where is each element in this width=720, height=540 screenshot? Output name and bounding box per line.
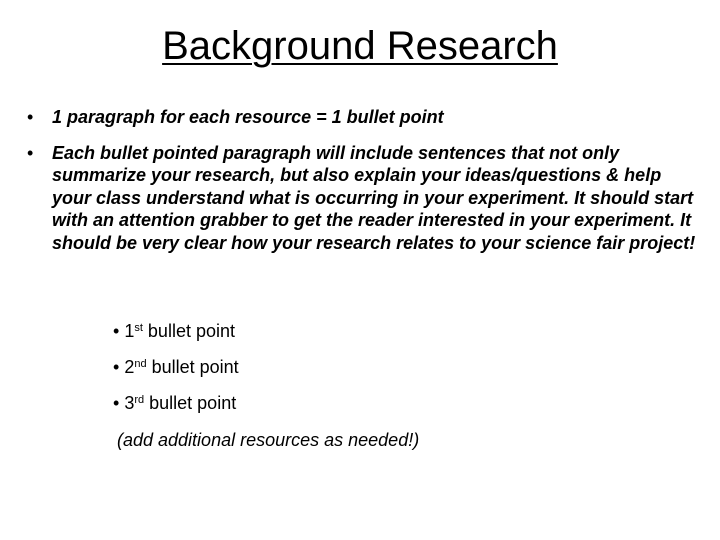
ordinal-number: 3 — [124, 393, 135, 413]
bullet-list — [0, 106, 720, 254]
bullet-icon: • — [113, 393, 120, 413]
bullet-item — [0, 106, 720, 129]
bullet-text: 1 paragraph for each resource = 1 bullet point — [52, 107, 444, 127]
ordinal-suffix: nd — [134, 358, 147, 370]
slide-title — [0, 18, 720, 74]
sub-bullet-text: bullet point — [149, 393, 237, 413]
additional-resources-note: (add additional resources as needed!) — [117, 430, 420, 450]
bullet-icon: • — [27, 142, 34, 163]
slide-title-text: Background Research — [162, 24, 558, 68]
ordinal-number: 2 — [124, 357, 135, 377]
ordinal-number: 1 — [124, 321, 135, 341]
bullet-icon: • — [113, 357, 120, 377]
sub-bullet-item — [113, 355, 239, 391]
sub-bullet-item — [113, 391, 239, 427]
bullet-item — [0, 142, 720, 255]
ordinal-suffix: rd — [134, 394, 145, 406]
ordinal-suffix: st — [134, 322, 143, 334]
sub-bullet-list — [113, 319, 239, 427]
sub-bullet-item — [113, 319, 239, 355]
sub-bullet-text: bullet point — [147, 321, 235, 341]
sub-bullet-text: bullet point — [151, 357, 239, 377]
bullet-icon: • — [27, 107, 34, 127]
bullet-icon: • — [113, 321, 120, 341]
bullet-text: Each bullet pointed paragraph will include sentences that not only summarize your research, but also explain your ideas/questions & help your class understand what is occurring in your experiment. It should start with an attention grabber to get the reader interested in your experiment. It should be very clear how your research relates to your science fair project! — [52, 142, 696, 253]
